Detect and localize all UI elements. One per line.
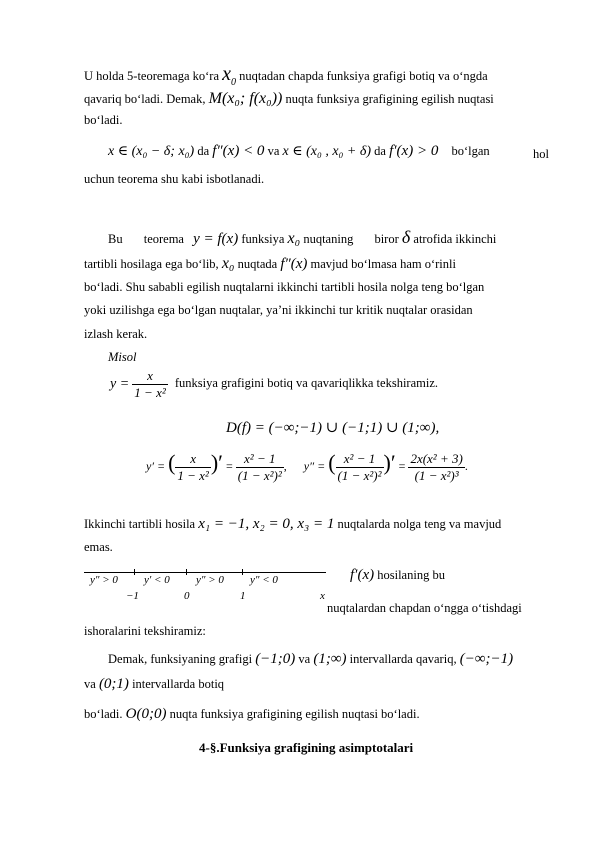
cond-line1 (108, 143, 490, 160)
cond-da1: da (197, 144, 210, 158)
p5-line3 (84, 706, 420, 723)
p1-line2 (84, 90, 494, 108)
p2-line1 (108, 227, 496, 248)
example-text: funksiya grafigini botiq va qavariqlikka tekshiramiz. (174, 376, 438, 391)
p2-line5: izlash kerak. (84, 327, 148, 341)
d2-num: x² − 1 (343, 450, 376, 466)
d1-lparen: ( (168, 450, 176, 475)
p2-line2 (84, 255, 456, 273)
example-den: 1 − x² (134, 385, 166, 400)
x0-sub: 0 (231, 77, 237, 88)
critical-points: x₁ = −1, x₂ = 0, x₃ = 1 (198, 516, 335, 532)
p5-va2: va (84, 677, 96, 691)
d1-result (236, 451, 284, 484)
p2-text-b: nuqtada (237, 257, 278, 271)
p5-text-a: Demak, funksiyaning grafigi (108, 652, 253, 666)
p1-line3: bo‘ladi. (84, 113, 123, 127)
cond-va: va (267, 144, 280, 158)
p2-text-c: mavjud bo‘lmasa ham o‘rinli (310, 257, 456, 271)
d1-lhs: y′ = (146, 459, 166, 473)
sign-label-2: y′ < 0 (144, 574, 170, 586)
sign-label-1: y″ > 0 (90, 574, 118, 586)
interval-3: (−∞;−1) (459, 651, 514, 667)
p3-line2: emas. (84, 540, 113, 554)
p5-text-c: intervallarda botiq (132, 677, 225, 691)
section-heading: 4-§.Funksiya grafigining asimptotalari (199, 740, 414, 755)
p2-x0b: x₀ (221, 255, 235, 272)
inflection-point-formula: M(x₀; f(x₀)) (208, 90, 283, 107)
d1-den: 1 − x² (177, 467, 209, 483)
p2-line4: yoki uzilishga ega bo‘lgan nuqtalar, ya’ni ikkinchi tur kritik nuqtalar orasidan (84, 303, 473, 317)
p1-text-c: qavariq bo‘ladi. Demak, (84, 92, 206, 106)
domain-formula: D(f) = (−∞;−1) ∪ (−1;1) ∪ (1;∞), (226, 420, 440, 436)
p3-text-a: Ikkinchi tartibli hosila (84, 517, 196, 531)
example-title: Misol (108, 350, 137, 364)
p5-line2 (84, 676, 224, 693)
p1-text-d: nuqta funksiya grafigining egilish nuqtasi (285, 92, 494, 106)
p2-line3: bo‘ladi. Shu sababli egilish nuqtalarni ikkinchi tartibli hosila nolga teng bo‘lgan (84, 280, 485, 294)
p1-line1 (84, 63, 488, 88)
p2-funksiya: funksiya (241, 232, 285, 246)
p2-bu: Bu (108, 232, 123, 246)
p2-yfx: y = f(x) (193, 231, 239, 247)
p2-text-a: tartibli hosilaga ega bo‘lib, (84, 257, 219, 271)
p4-line1 (350, 567, 445, 584)
cond-bolgan: bo‘lgan (451, 144, 490, 158)
p4-line2: nuqtalardan chapdan o‘ngga o‘tishdagi (327, 601, 522, 615)
tick-zero (186, 569, 187, 575)
example-fraction (132, 368, 167, 401)
cond-second-derivative-neg: f″(x) < 0 (212, 143, 265, 159)
d2-lhs: y″ = (303, 459, 326, 473)
d2-rnum: 2x(x² + 3) (410, 450, 463, 466)
p5-va: va (298, 652, 311, 666)
d2-eq: = (398, 459, 406, 473)
cond-first-derivative-pos: f′(x) > 0 (389, 143, 439, 159)
d1-num: x (190, 450, 196, 466)
interval-4: (0;1) (98, 676, 129, 692)
p4-first-derivative: f′(x) (350, 567, 375, 583)
sign-axis-line (84, 572, 326, 573)
p5-text-e: nuqta funksiya grafigining egilish nuqtasi bo‘ladi. (169, 707, 420, 721)
d1-eq: = (225, 459, 233, 473)
p2-teorema: teorema (143, 232, 184, 246)
cond-da2: da (374, 144, 386, 158)
tick-label-one: 1 (240, 590, 246, 602)
p2-nuqtaning: nuqtaning (303, 232, 354, 246)
p1-text-a: U holda 5-teoremaga ko‘ra (84, 69, 220, 83)
origin-point: O(0;0) (125, 706, 167, 722)
interval-1: (−1;0) (255, 651, 296, 667)
p2-x0: x₀ (287, 230, 301, 247)
tick-one (242, 569, 243, 575)
cond-line2: uchun teorema shu kabi isbotlanadi. (84, 172, 265, 186)
axis-x-label: x (320, 590, 325, 602)
d2-rden: (1 − x²)³ (408, 467, 464, 484)
cond-interval-left: x ∈ (x₀ − δ; x₀) (108, 144, 195, 159)
p3-text-b: nuqtalarda nolga teng va mavjud (337, 517, 502, 531)
d1-rparen: )′ (210, 450, 223, 475)
p5-line1 (108, 651, 513, 668)
d2-rparen: )′ (383, 450, 396, 475)
tick-label-zero: 0 (184, 590, 190, 602)
x0-symbol (222, 63, 237, 88)
p5-text-d: bo‘ladi. (84, 707, 123, 721)
interval-2: (1;∞) (313, 651, 347, 667)
p5-text-b: intervallarda qavariq, (349, 652, 457, 666)
p2-atrofida: atrofida ikkinchi (413, 232, 497, 246)
d1-frac (175, 451, 210, 484)
example-num: x (147, 368, 153, 383)
sign-label-3: y″ > 0 (196, 574, 224, 586)
d1-rnum: x² − 1 (244, 450, 276, 466)
x0-letter: x (222, 63, 232, 85)
example-y: y = (110, 376, 130, 392)
p4-hos: hosilaning bu (377, 568, 445, 582)
d2-den: (1 − x²)² (337, 467, 382, 483)
d1-rden: (1 − x²)² (237, 467, 282, 483)
p2-second-derivative: f″(x) (280, 256, 308, 272)
tick-label-minus-one: −1 (126, 590, 139, 602)
cond-interval-right: x ∈ (x₀ , x₀ + δ) (282, 144, 372, 159)
d2-lparen: ( (328, 450, 336, 475)
d2-result (408, 451, 464, 484)
p4-line3: ishoralarini tekshiramiz: (84, 624, 206, 638)
cond-hol: hol (533, 147, 549, 161)
example-function (110, 368, 438, 401)
p3-line1 (84, 516, 501, 533)
p2-biror: biror (374, 232, 399, 246)
delta-symbol: δ (401, 227, 411, 247)
sign-label-4: y″ < 0 (250, 574, 278, 586)
p1-text-b: nuqtadan chapda funksiya grafigi botiq va o‘ngda (239, 69, 488, 83)
d2-frac (336, 451, 384, 484)
first-derivative-formula: y′ = ( $\frac{x}{\text{1 − x²}}$ )′ = $\frac{\text{x² − 1}}{\text{(1 − x²)²}}$ , y″ = ( $\frac{\text{x² − 1}}{\text{(1 − x²)²}}$ )′ = $\frac{\text{2x(x² + 3)}}{\text{(1 − x²)³}}$ . (146, 450, 468, 483)
tick-minus-one (134, 569, 135, 575)
